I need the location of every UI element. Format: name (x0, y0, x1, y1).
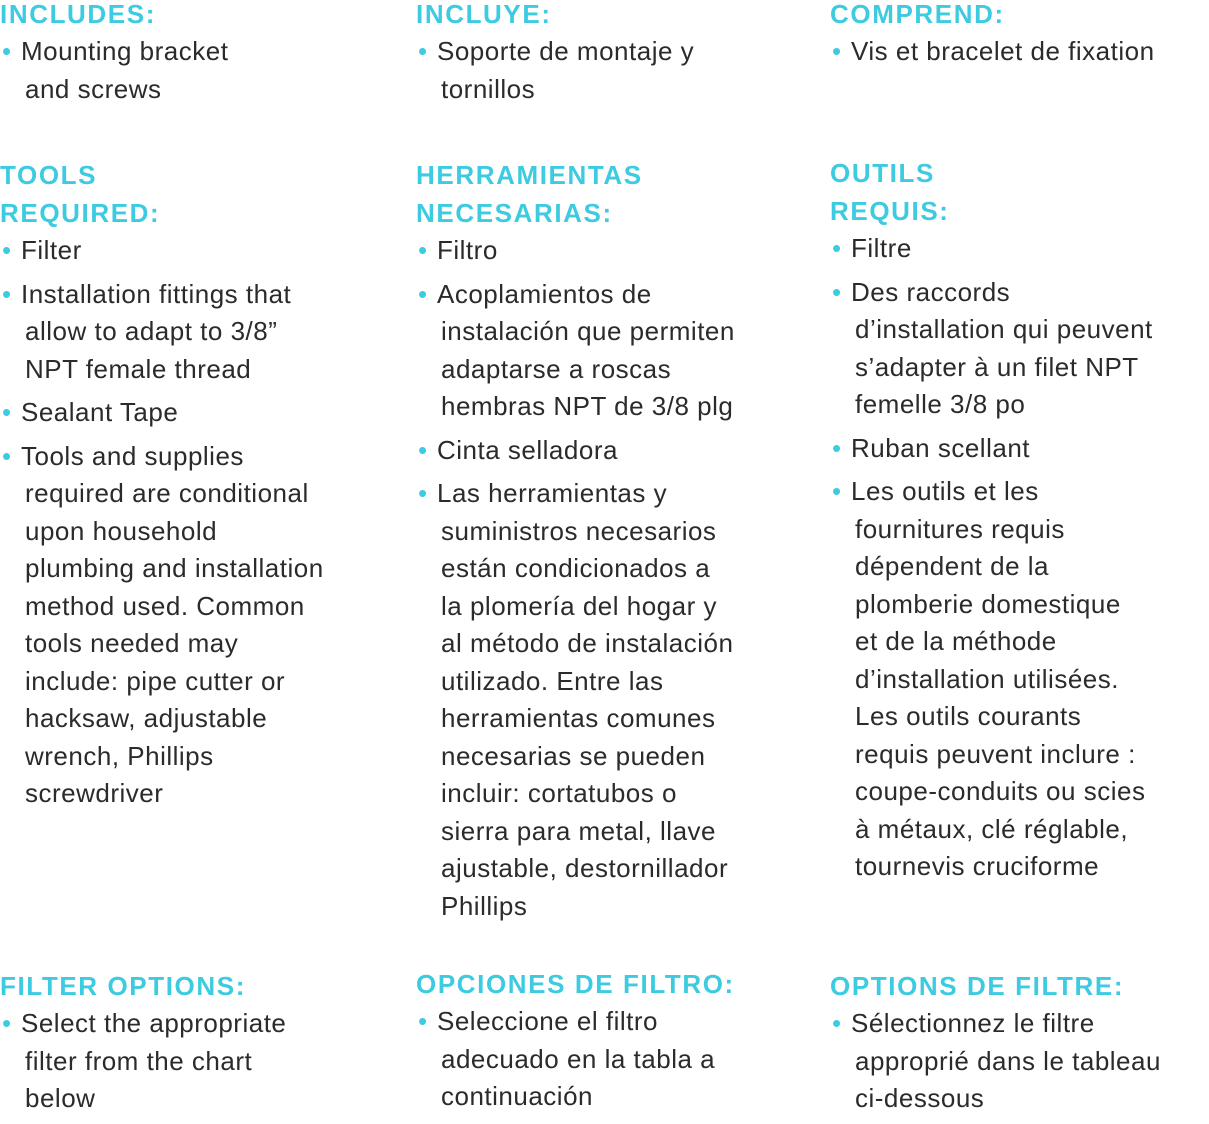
list-item-text: wrench, Phillips (25, 740, 214, 771)
list-item-text: adaptarse a roscas (441, 353, 672, 384)
list-item-text: femelle 3/8 po (855, 389, 1026, 419)
list-item (416, 1003, 816, 1116)
includes-section (0, 0, 400, 114)
list-item-text: filter from the chart (25, 1045, 253, 1076)
list-item (830, 274, 1209, 424)
list-item-text: Mounting bracket (21, 36, 229, 66)
list-item-text: necesarias se pueden (441, 740, 706, 771)
tools-required-list (0, 232, 400, 813)
bullet-icon: • (418, 278, 428, 309)
list-item-text: d’installation qui peuvent (855, 314, 1153, 344)
includes-section (830, 0, 1209, 77)
list-item-text: Filtro (437, 235, 498, 265)
list-item-text: Las herramientas y (437, 478, 668, 508)
list-item-text: utilizado. Entre las (441, 665, 664, 696)
filter-options-list (0, 1005, 400, 1118)
heading-line: TOOLS (0, 160, 98, 190)
list-item-text: están condicionados a (441, 553, 711, 583)
bullet-icon: • (418, 36, 428, 66)
list-item-text: required are conditional (25, 478, 309, 508)
list-item-text: Acoplamientos de (437, 278, 652, 309)
bullet-icon: • (2, 397, 12, 427)
list-item-text: hembras NPT de 3/8 plg (441, 391, 734, 421)
list-item-text: suministros necesarios (441, 515, 717, 546)
list-item-text: Des raccords (851, 276, 1011, 307)
list-item-text: tournevis cruciforme (855, 851, 1100, 881)
list-item-text: NPT female thread (25, 353, 252, 384)
bullet-icon: • (418, 1006, 428, 1036)
list-item (0, 394, 400, 432)
filter-options-list (416, 1003, 816, 1116)
bullet-icon: • (418, 478, 428, 508)
list-item-text: Vis et bracelet de fixation (851, 36, 1155, 66)
list-item-text: ci-dessous (855, 1083, 985, 1113)
bullet-icon: • (418, 434, 428, 465)
list-item-text: Sélectionnez le filtre (851, 1008, 1095, 1038)
list-item (416, 33, 816, 108)
filter-options-heading: OPCIONES DE FILTRO: (416, 969, 735, 999)
heading-line: OUTILS (830, 158, 935, 188)
list-item-text: la plomería del hogar y (441, 590, 717, 621)
list-item (830, 473, 1209, 886)
list-item-text: incluir: cortatubos o (441, 778, 677, 808)
bullet-icon: • (2, 235, 12, 265)
list-item-text: include: pipe cutter or (25, 665, 286, 696)
list-item (0, 276, 400, 389)
bullet-icon: • (832, 432, 842, 463)
list-item-text: Soporte de montaje y (437, 36, 695, 66)
list-item-text: Ruban scellant (851, 432, 1030, 463)
bullet-icon: • (832, 36, 842, 66)
list-item-text: d’installation utilisées. (855, 663, 1119, 694)
bullet-icon: • (832, 1008, 842, 1038)
list-item-text: Les outils courants (855, 701, 1082, 731)
list-item-text: and screws (25, 73, 162, 104)
list-item (0, 438, 400, 813)
list-item-text: coupe-conduits ou scies (855, 776, 1146, 806)
list-item-text: allow to adapt to 3/8” (25, 316, 278, 346)
filter-options-section (416, 965, 816, 1122)
list-item-text: adecuado en la tabla a (441, 1043, 716, 1074)
tools-required-heading (416, 156, 816, 232)
list-item (0, 1005, 400, 1118)
list-item (830, 430, 1209, 468)
list-item-text: Cinta selladora (437, 434, 618, 465)
list-item (416, 232, 816, 270)
list-item-text: herramientas comunes (441, 703, 716, 733)
bullet-icon: • (2, 440, 12, 471)
filter-options-section (0, 967, 400, 1124)
heading-line: REQUIRED: (0, 198, 161, 228)
list-item-text: Seleccione el filtro (437, 1006, 658, 1036)
bullet-icon: • (2, 36, 12, 66)
filter-options-heading: FILTER OPTIONS: (0, 971, 246, 1001)
list-item-text: Filtre (851, 233, 912, 263)
list-item-text: Installation fittings that (21, 278, 292, 309)
bullet-icon: • (2, 278, 12, 309)
heading-line: HERRAMIENTAS (416, 160, 643, 190)
list-item-text: plumbing and installation (25, 553, 324, 583)
filter-options-section (830, 967, 1209, 1124)
includes-heading: INCLUDES: (0, 0, 156, 29)
list-item-text: continuación (441, 1081, 593, 1111)
includes-list (0, 33, 400, 108)
list-item-text: dépendent de la (855, 551, 1050, 581)
list-item (0, 232, 400, 270)
list-item-text: al método de instalación (441, 628, 734, 658)
list-item-text: hacksaw, adjustable (25, 703, 268, 733)
list-item (416, 276, 816, 426)
list-item-text: à métaux, clé réglable, (855, 813, 1129, 844)
list-item-text: sierra para metal, llave (441, 815, 716, 846)
list-item-text: Les outils et les (851, 476, 1039, 506)
list-item-text: tornillos (441, 73, 536, 104)
list-item (416, 475, 816, 925)
list-item-text: upon household (25, 515, 218, 546)
bullet-icon: • (2, 1008, 12, 1038)
list-item-text: Tools and supplies (21, 440, 244, 471)
tools-required-section (830, 154, 1209, 892)
list-item-text: method used. Common (25, 590, 305, 621)
list-item (830, 33, 1209, 71)
tools-required-heading (0, 156, 400, 232)
list-item (0, 33, 400, 108)
tools-required-section (416, 156, 816, 931)
bullet-icon: • (832, 476, 842, 506)
list-item-text: s’adapter à un filet NPT (855, 351, 1139, 382)
heading-line: NECESARIAS: (416, 198, 613, 228)
list-item (830, 230, 1209, 268)
bullet-icon: • (832, 276, 842, 307)
list-item-text: et de la méthode (855, 626, 1057, 656)
list-item-text: approprié dans le tableau (855, 1045, 1161, 1076)
filter-options-list (830, 1005, 1209, 1118)
heading-line: REQUIS: (830, 196, 950, 226)
list-item (416, 432, 816, 470)
tools-required-list (416, 232, 816, 925)
list-item-text: below (25, 1083, 96, 1113)
tools-required-heading (830, 154, 1209, 230)
list-item-text: Select the appropriate (21, 1008, 287, 1038)
bullet-icon: • (832, 233, 842, 263)
list-item-text: Filter (21, 235, 82, 265)
filter-options-heading: OPTIONS DE FILTRE: (830, 971, 1125, 1001)
bullet-icon: • (418, 235, 428, 265)
list-item-text: requis peuvent inclure : (855, 738, 1136, 769)
includes-section (416, 0, 816, 114)
list-item-text: Sealant Tape (21, 397, 179, 427)
includes-heading: INCLUYE: (416, 0, 552, 29)
includes-list (830, 33, 1209, 71)
list-item-text: screwdriver (25, 778, 164, 808)
includes-heading: COMPREND: (830, 0, 1005, 29)
list-item-text: ajustable, destornillador (441, 853, 729, 883)
tools-required-list (830, 230, 1209, 886)
list-item-text: instalación que permiten (441, 316, 735, 346)
includes-list (416, 33, 816, 108)
tools-required-section (0, 156, 400, 819)
list-item (830, 1005, 1209, 1118)
list-item-text: Phillips (441, 890, 528, 921)
list-item-text: tools needed may (25, 628, 239, 658)
list-item-text: fournitures requis (855, 513, 1065, 544)
list-item-text: plomberie domestique (855, 588, 1121, 619)
